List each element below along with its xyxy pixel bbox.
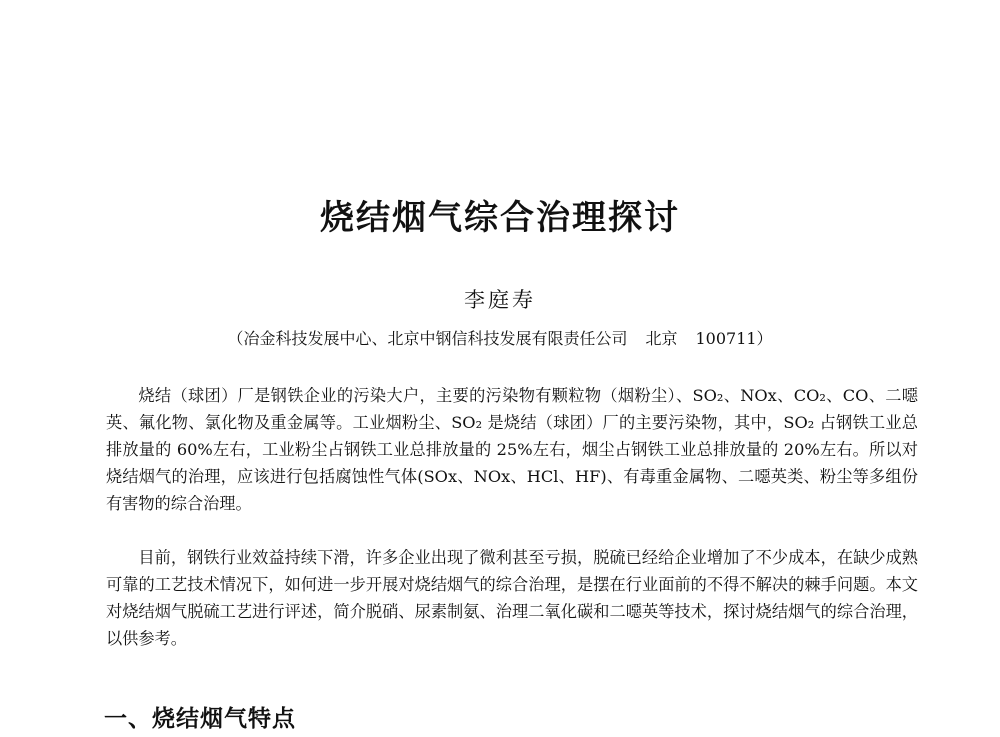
body-paragraph: 烧结（球团）厂是钢铁企业的污染大户，主要的污染物有颗粒物（烟粉尘）、SO₂、NOx、CO₂、CO、二噁英、氟化物、氯化物及重金属等。工业烟粉尘、SO₂ 是烧结（球团）厂的主要污染物，其中，SO₂ 占钢铁工业总排放量的 60%左右，工业粉尘占钢铁工业总排放量的 25%左右，烟尘占钢铁工业总排放量的 20%左右。所以对烧结烟气的治理，应该进行包括腐蚀性气体(SOx、NOx、HCl、HF)、有毒重金属物、二噁英类、粉尘等多组份有害物的综合治理。 [106, 386, 918, 513]
paper-title: 烧结烟气综合治理探讨 [320, 198, 680, 238]
body-paragraph: 目前，钢铁行业效益持续下滑，许多企业出现了微利甚至亏损，脱硫已经给企业增加了不少成本，在缺少成熟可靠的工艺技术情况下，如何进一步开展对烧结烟气的综合治理，是摆在行业面前的不得不解决的棘手问题。本文对烧结烟气脱硫工艺进行评述，简介脱硝、尿素制氨、治理二氧化碳和二噁英等技术，探讨烧结烟气的综合治理，以供参考。 [106, 548, 918, 648]
affiliation-organization: 冶金科技发展中心、北京中钢信科技发展有限责任公司 [243, 329, 628, 348]
author-affiliation [0, 326, 1000, 349]
affiliation-postcode: 100711 [695, 329, 757, 348]
affiliation-close-paren: ） [756, 329, 773, 348]
author-name: 李庭寿 [464, 288, 536, 312]
affiliation-open-paren: （ [227, 329, 244, 348]
section-heading: 一、烧结烟气特点 [104, 706, 296, 732]
affiliation-city: 北京 [645, 329, 678, 348]
